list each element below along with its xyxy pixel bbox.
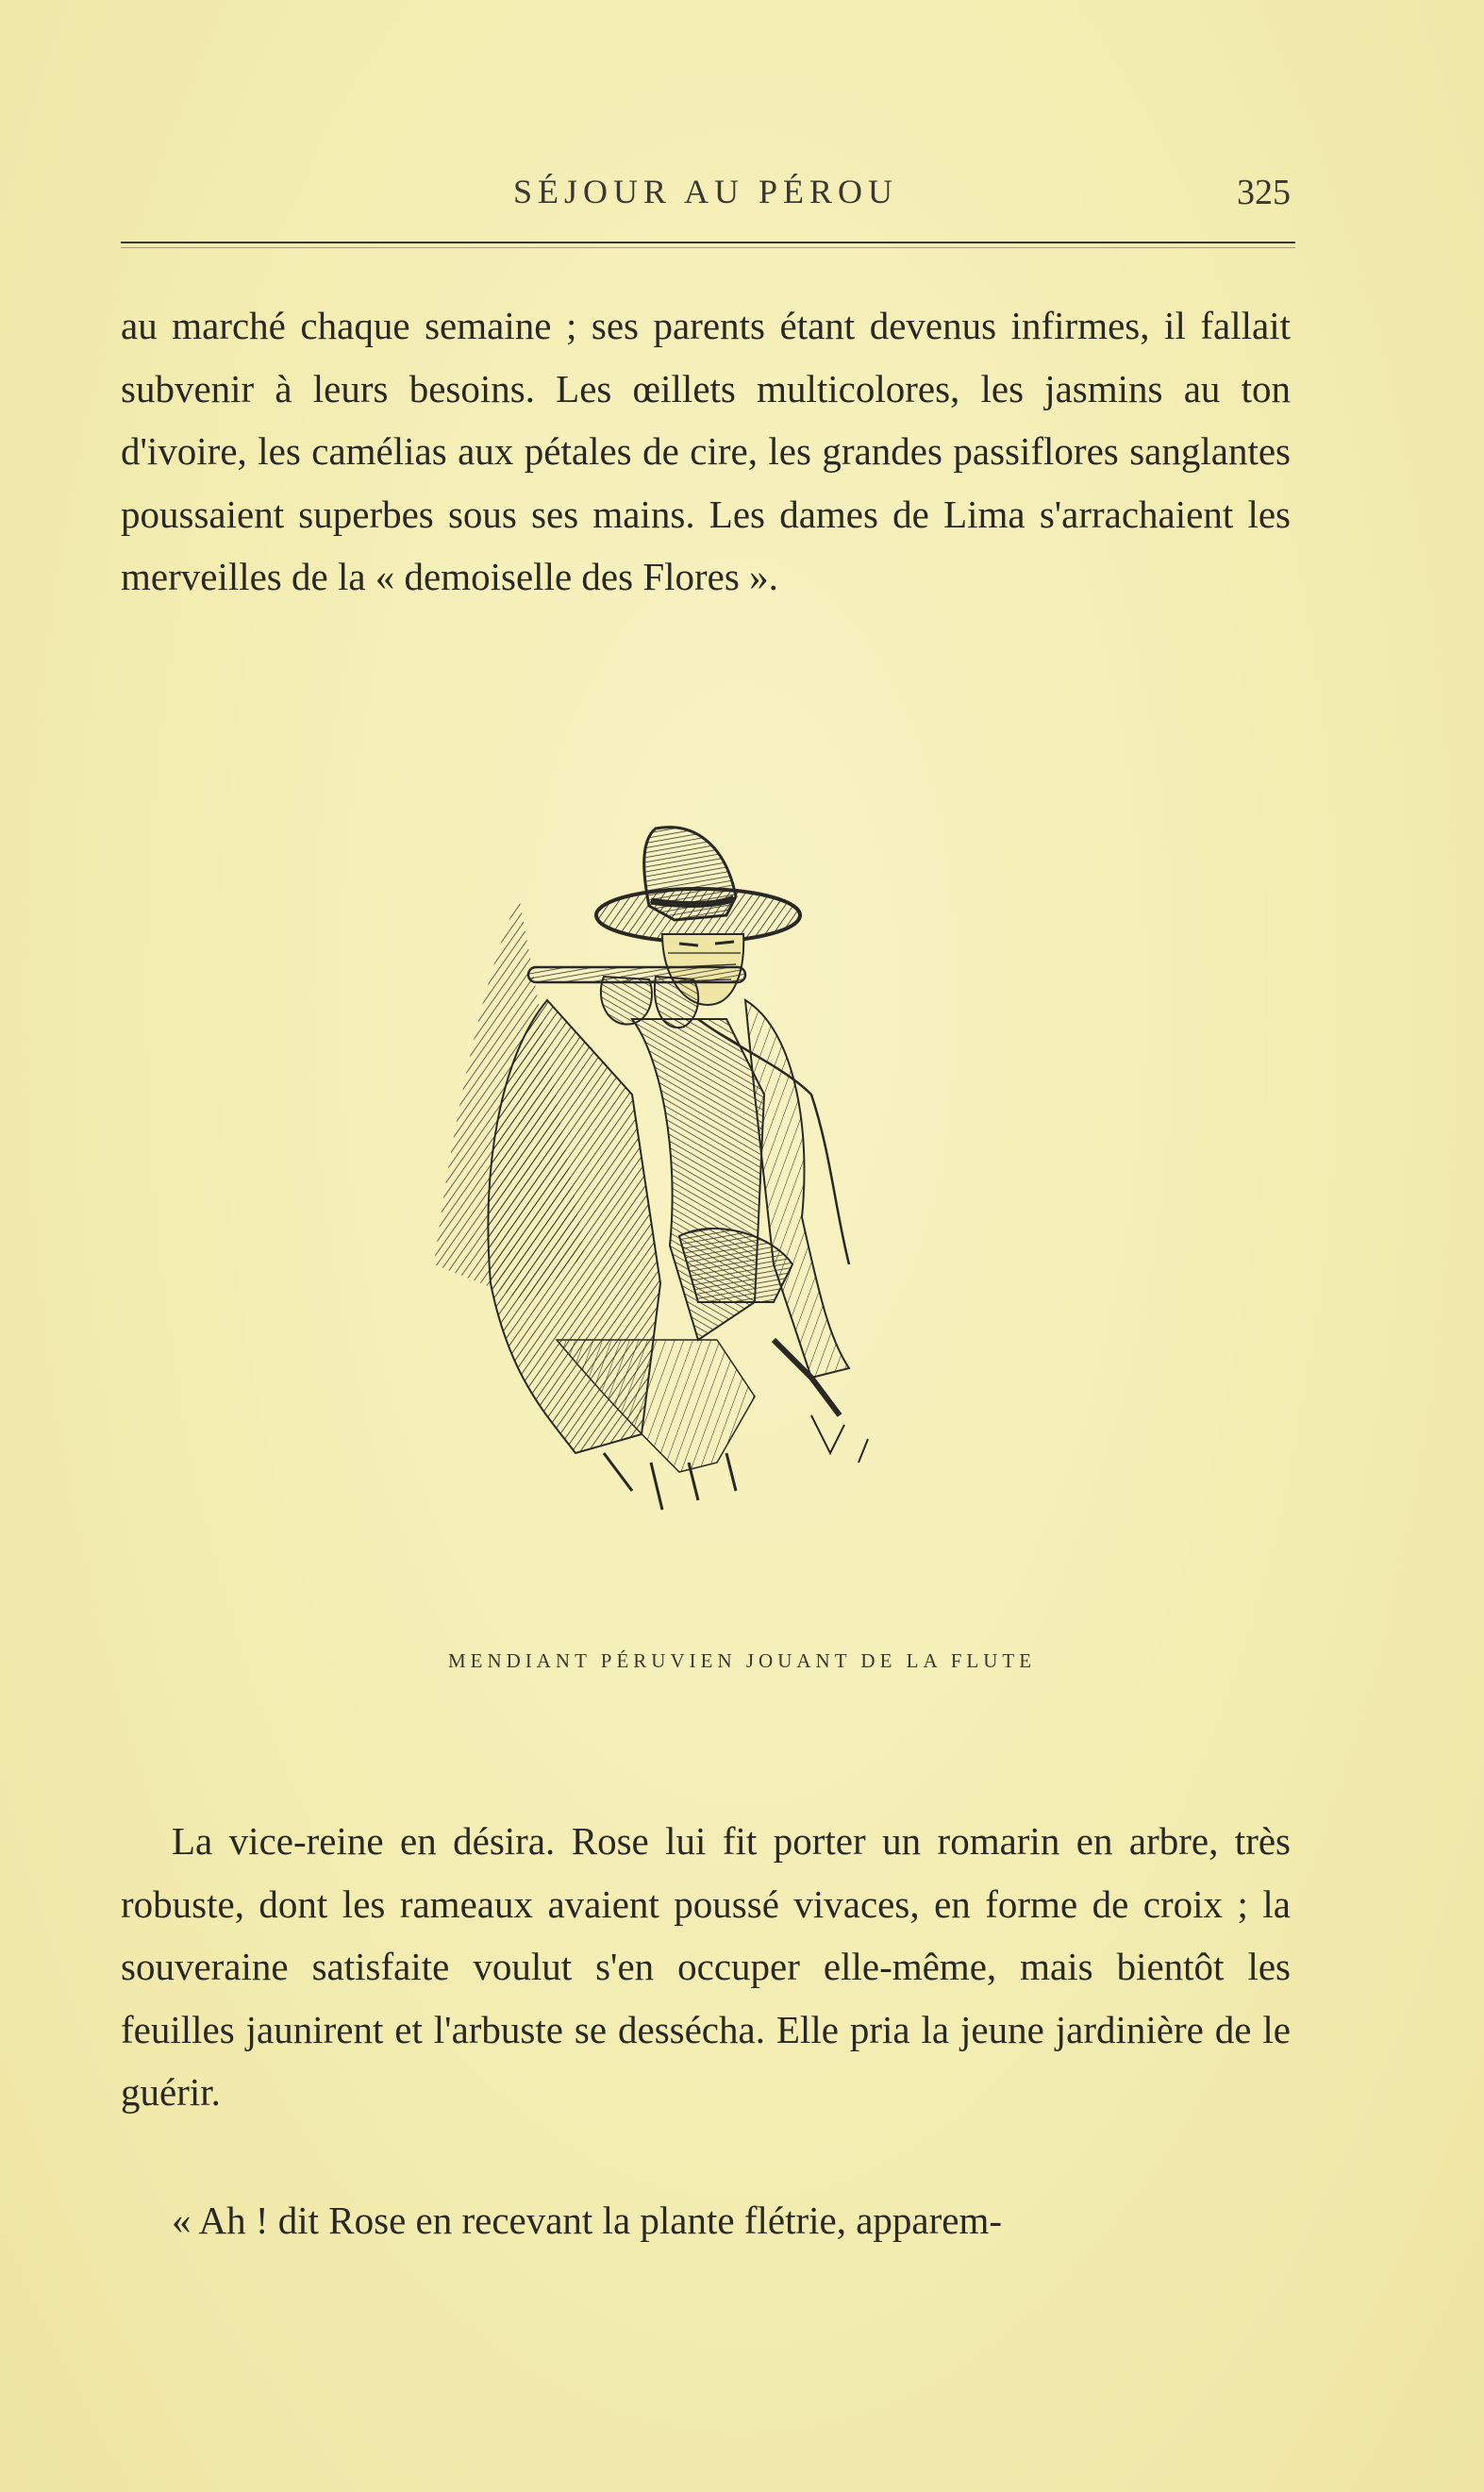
paragraph-3: « Ah ! dit Rose en recevant la plante flétrie, apparem- xyxy=(172,2199,1002,2242)
paragraph-1: au marché chaque semaine ; ses parents étant devenus infirmes, il fallait subvenir à leurs besoins. Les œillets multicolores, les jasmins au ton d'ivoire, les camélias aux pétales de cire, les grandes passiflores sanglantes poussaient superbes sous ses mains. Les dames de Lima s'arrachaient les merveilles de la « demoiselle des Flores ». xyxy=(121,304,1291,598)
running-head xyxy=(121,172,1291,219)
header-rule xyxy=(121,242,1295,243)
header-rule-secondary xyxy=(121,247,1295,248)
page-number: 325 xyxy=(1237,173,1291,212)
engraving-beggar-flute-player-icon xyxy=(415,811,981,1585)
running-title: SÉJOUR AU PÉROU xyxy=(512,173,899,210)
figure-caption: MENDIANT PÉRUVIEN JOUANT DE LA FLUTE xyxy=(447,1649,1037,1672)
paragraph-2: La vice-reine en désira. Rose lui fit porter un romarin en arbre, très robuste, dont les rameaux avaient poussé vivaces, en forme de croix ; la souveraine satisfaite voulut s'en occuper elle-même, mais bientôt les feuilles jaunirent et l'arbuste se dessécha. Elle pria la jeune jardinière de le guérir. xyxy=(121,1819,1291,2114)
